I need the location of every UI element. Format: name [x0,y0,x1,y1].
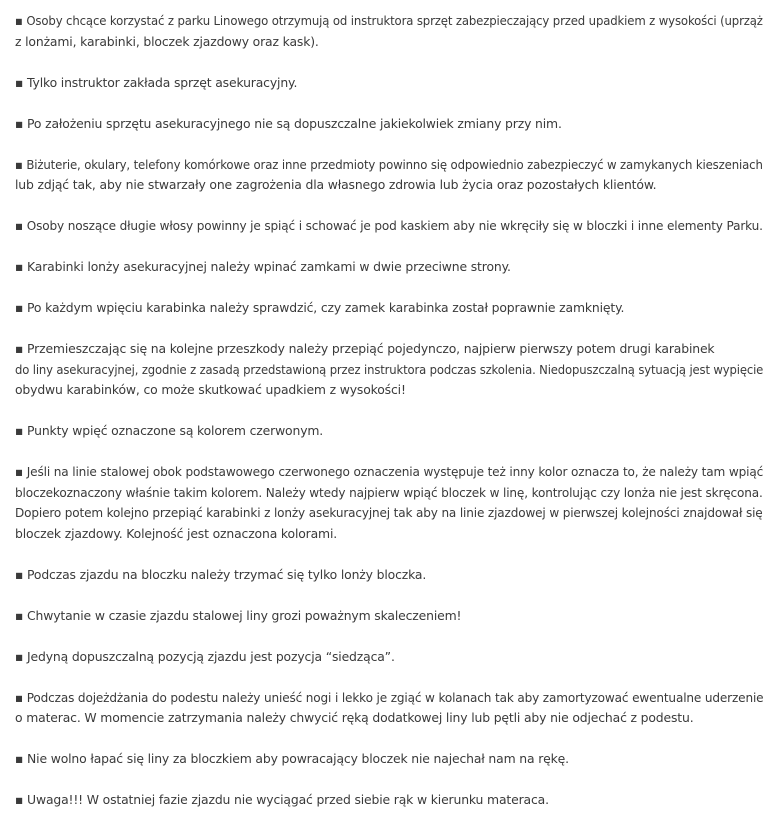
rule-line: ▪ Biżuterie, okulary, telefony komórkowe oraz inne przedmioty powinno się odpowiednio zabezpieczyć w zamykanych kieszeniach [15,156,763,172]
rule-14 [15,688,763,729]
rule-7 [15,298,763,319]
rule-line: ▪ Jeśli na linie stalowej obok podstawowego czerwonego oznaczenia występuje też inny kolor oznacza to, że należy tam wpiąć [15,464,764,479]
rule-line: z lonżami, karabinki, bloczek zjazdowy oraz kask). [15,33,319,49]
rule-8 [15,339,763,401]
rule-16 [15,790,763,811]
rule-line: ▪ Uwaga!!! W ostatniej fazie zjazdu nie wyciągać przed siebie rąk w kierunku materaca. [15,792,549,807]
rule-6 [15,257,763,278]
rule-line: obydwu karabinków, co może skutkować upadkiem z wysokości! [15,382,406,397]
rule-1 [15,11,763,52]
rule-line: o materac. W momencie zatrzymania należy chwycić ręką dodatkowej liny lub pętli aby nie odjechać z podestu. [15,710,694,725]
rule-9 [15,421,763,442]
rule-2 [15,73,763,94]
rule-line: ▪ Punkty wpięć oznaczone są kolorem czerwonym. [15,423,324,438]
rule-line: lub zdjąć tak, aby nie stwarzały one zagrożenia dla własnego zdrowia lub życia oraz pozostałych klientów. [15,177,657,192]
rule-10 [15,462,763,544]
rule-line: ▪ Karabinki lonży asekuracyjnej należy wpinać zamkami w dwie przeciwne strony. [15,259,511,274]
rule-12 [15,606,763,627]
rules-document [15,11,763,831]
rule-line: ▪ Tylko instruktor zakłada sprzęt asekuracyjny. [15,74,298,90]
rule-line: ▪ Po założeniu sprzętu asekuracyjnego nie są dopuszczalne jakiekolwiek zmiany przy nim. [15,115,562,131]
rule-line: ▪ Po każdym wpięciu karabinka należy sprawdzić, czy zamek karabinka został poprawnie zamknięty. [15,300,625,315]
rule-line: ▪ Podczas zjazdu na bloczku należy trzymać się tylko lonży bloczka. [15,566,427,582]
rule-line: ▪ Podczas dojeżdżania do podestu należy unieść nogi i lekko je zgiąć w kolanach tak aby zamortyzować ewentualne uderzenie [15,689,764,705]
rule-line: ▪ Chwytanie w czasie zjazdu stalowej liny grozi poważnym skaleczeniem! [15,607,462,623]
rule-11 [15,565,763,586]
rule-line: ▪ Przemieszczając się na kolejne przeszkody należy przepiąć pojedynczo, najpierw pierwszy potem drugi karabinek [15,341,715,356]
rule-3 [15,114,763,135]
rule-line: ▪ Osoby noszące długie włosy powinny je spiąć i schować je pod kaskiem aby nie wkręciły się w bloczki i inne elementy Parku. [15,218,763,233]
rule-line: bloczek zjazdowy. Kolejność jest oznaczona kolorami. [15,525,338,541]
rule-line: ▪ Jedyną dopuszczalną pozycją zjazdu jest pozycja “siedząca”. [15,648,395,664]
rule-line: bloczekoznaczony właśnie takim kolorem. Należy wtedy najpierw wpiąć bloczek w linę, kontrolując czy lonża nie jest skręcona. [15,484,763,500]
rule-line: ▪ Osoby chcące korzystać z parku Linowego otrzymują od instruktora sprzęt zabezpieczający przed upadkiem z wysokości (uprząż [15,13,763,28]
rule-line: do liny asekuracyjnej, zgodnie z zasadą przedstawioną przez instruktora podczas szkolenia. Niedopuszczalną sytuacją jest wypięcie [15,361,764,377]
rule-line: Dopiero potem kolejno przepiąć karabinki z lonży asekuracyjnej tak aby na linie zjazdowej w pierwszej kolejności znajdował się [15,505,763,520]
rule-13 [15,647,763,668]
rule-15 [15,749,763,770]
rule-line: ▪ Nie wolno łapać się liny za bloczkiem aby powracający bloczek nie najechał nam na rękę. [15,751,569,766]
rule-4 [15,155,763,196]
rule-5 [15,216,763,237]
